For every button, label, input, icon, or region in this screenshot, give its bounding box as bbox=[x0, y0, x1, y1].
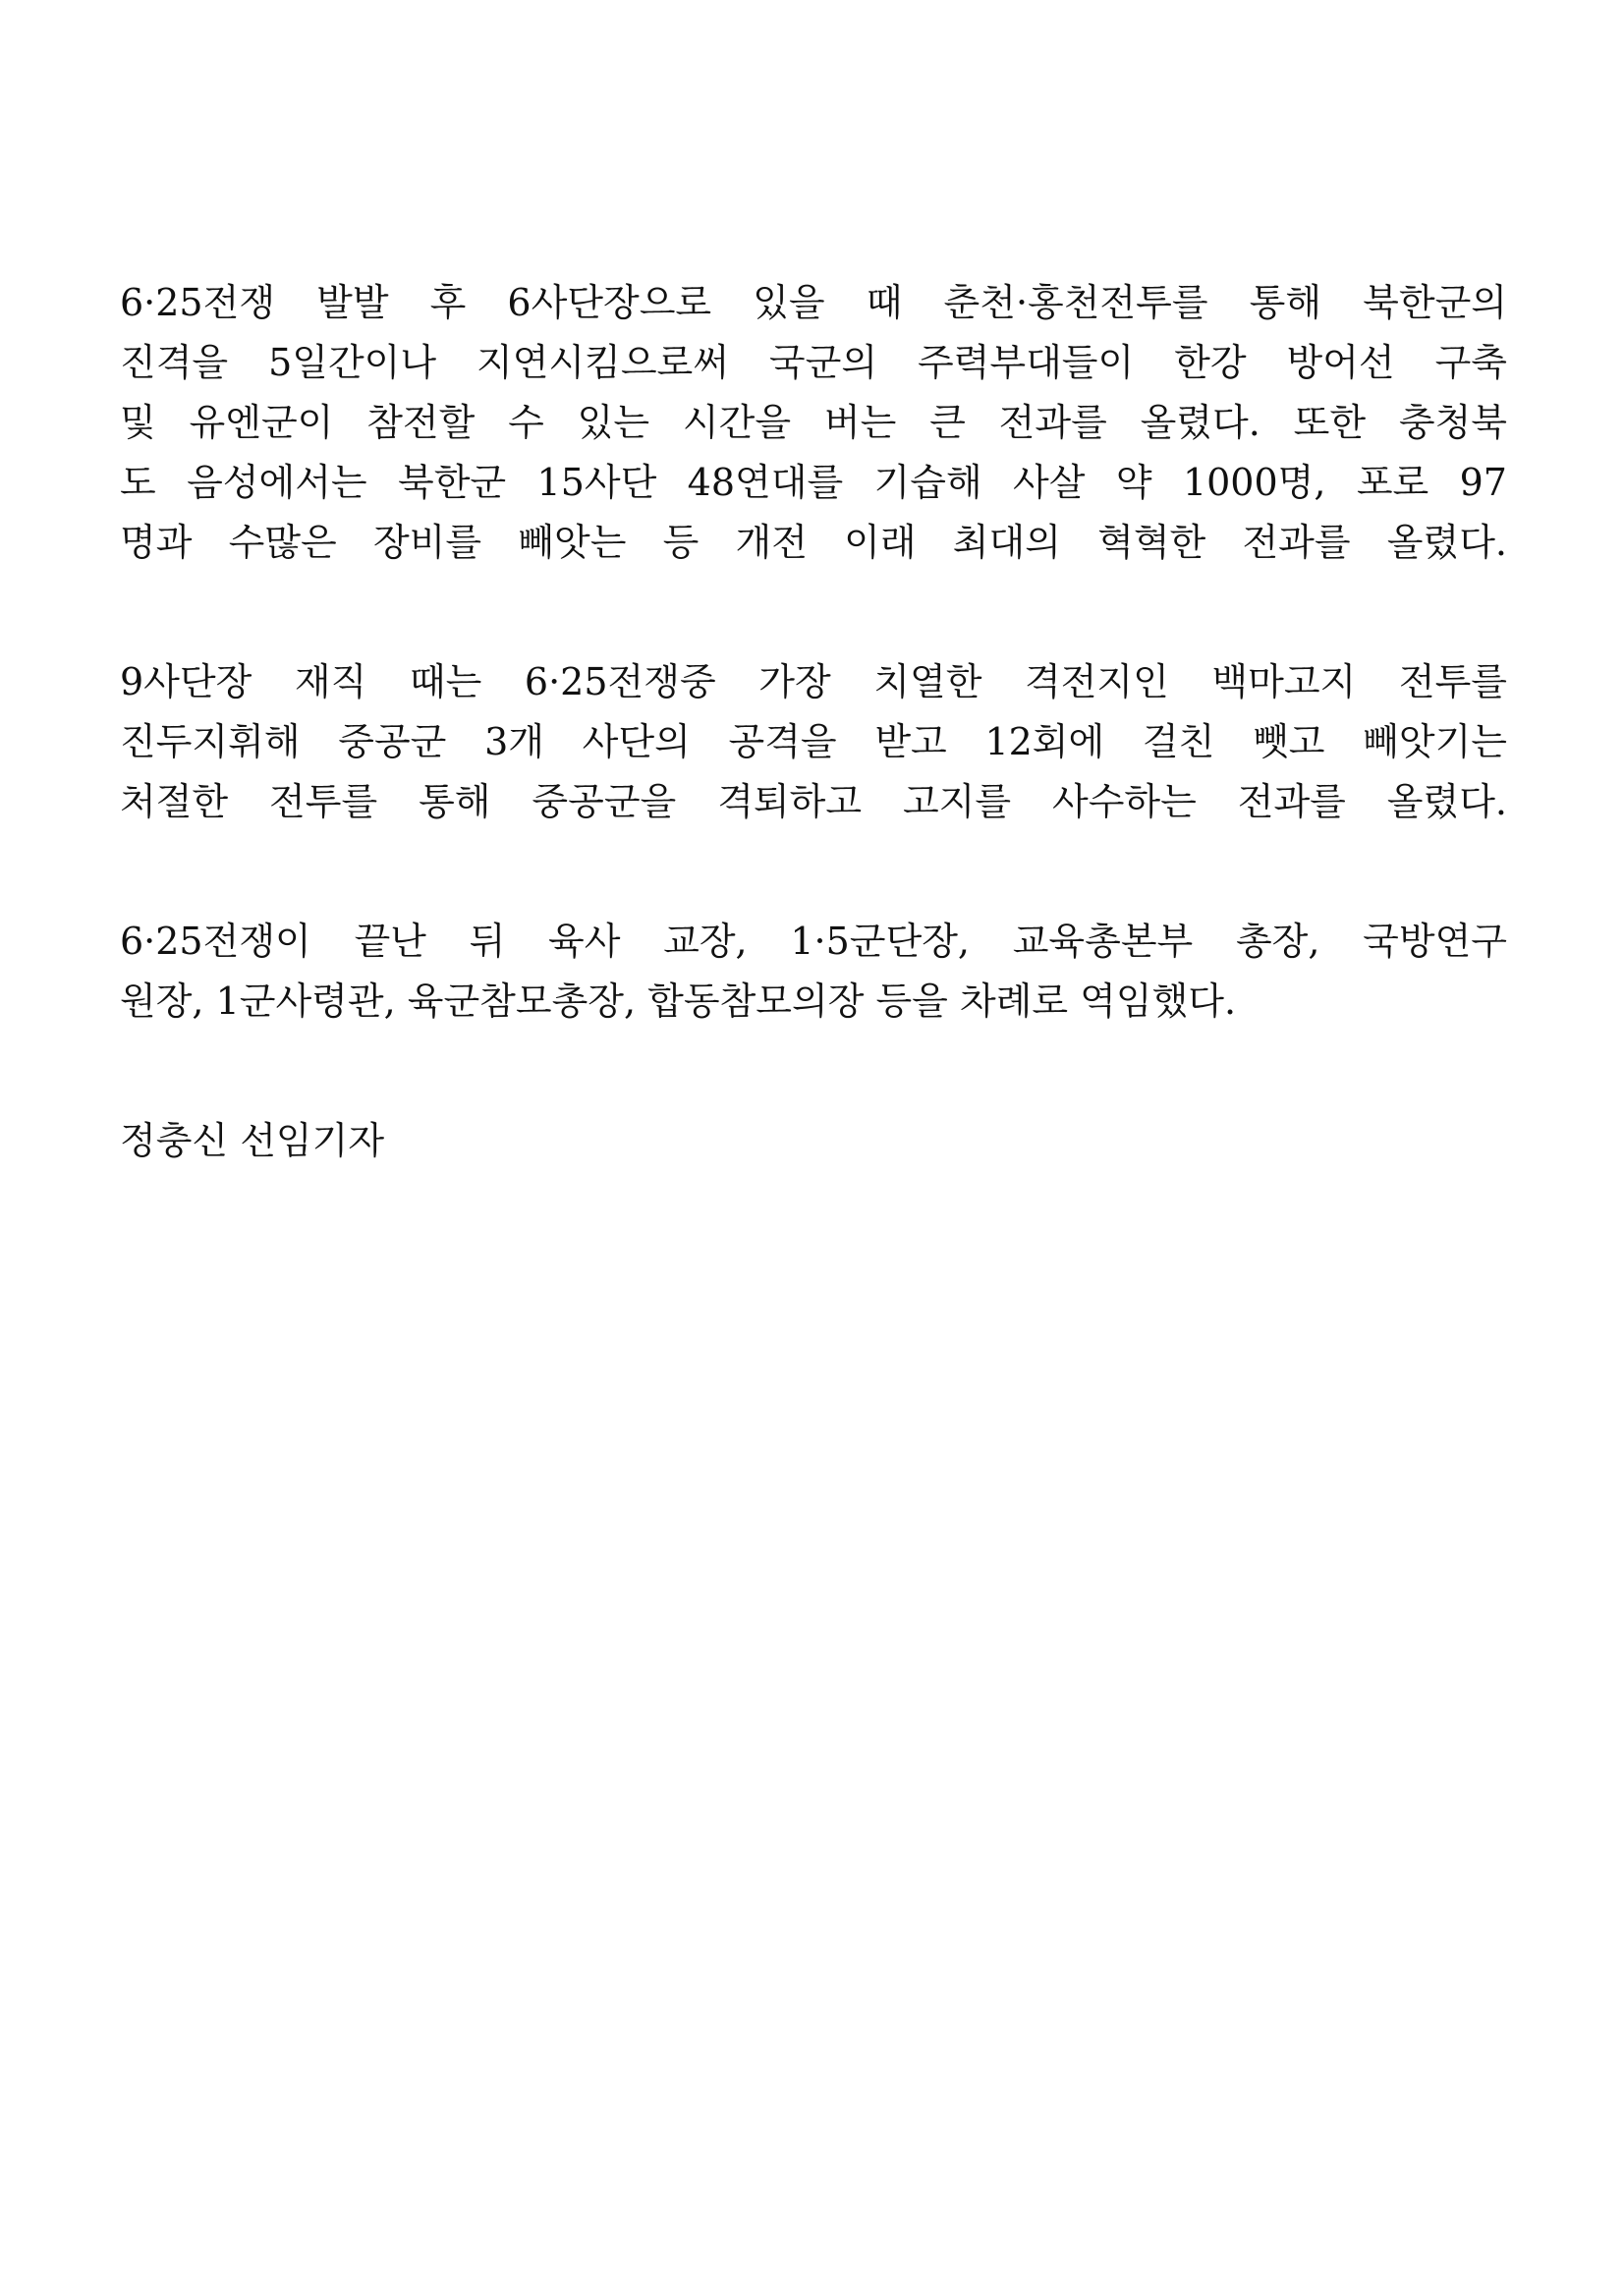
paragraph-spacer bbox=[120, 1032, 1507, 1111]
paragraph-spacer bbox=[120, 832, 1507, 912]
paragraph-spacer bbox=[120, 573, 1507, 652]
paragraph-line: 명과 수많은 장비를 빼앗는 등 개전 이래 최대의 혁혁한 전과를 올렸다. bbox=[120, 521, 1507, 564]
byline-text: 정충신 선임기자 bbox=[120, 1119, 385, 1162]
paragraph-2 bbox=[120, 652, 1507, 832]
paragraph-3 bbox=[120, 912, 1507, 1032]
article-body bbox=[120, 273, 1507, 1171]
paragraph-line: 처절한 전투를 통해 중공군을 격퇴하고 고지를 사수하는 전과를 올렸다. bbox=[120, 780, 1507, 823]
paragraph-1 bbox=[120, 273, 1507, 573]
paragraph-line: 9사단장 재직 때는 6·25전쟁중 가장 치열한 격전지인 백마고지 전투를 bbox=[120, 660, 1507, 703]
paragraph-line: 원장, 1군사령관, 육군참모총장, 합동참모의장 등을 차례로 역임했다. bbox=[120, 980, 1237, 1023]
paragraph-line: 진격을 5일간이나 지연시킴으로써 국군의 주력부대들이 한강 방어선 구축 bbox=[120, 341, 1507, 384]
paragraph-line: 및 유엔군이 참전할 수 있는 시간을 버는 큰 전과를 올렸다. 또한 충청북 bbox=[120, 401, 1507, 444]
byline bbox=[120, 1111, 1507, 1171]
paragraph-line: 6·25전쟁이 끝난 뒤 육사 교장, 1·5군단장, 교육총본부 총장, 국방연구 bbox=[120, 920, 1507, 963]
paragraph-line: 6·25전쟁 발발 후 6사단장으로 있을 때 춘천·홍천전투를 통해 북한군의 bbox=[120, 281, 1507, 324]
paragraph-line: 도 음성에서는 북한군 15사단 48연대를 기습해 사살 약 1000명, 포로 97 bbox=[120, 461, 1507, 504]
paragraph-line: 진두지휘해 중공군 3개 사단의 공격을 받고 12회에 걸친 뺏고 빼앗기는 bbox=[120, 720, 1507, 763]
